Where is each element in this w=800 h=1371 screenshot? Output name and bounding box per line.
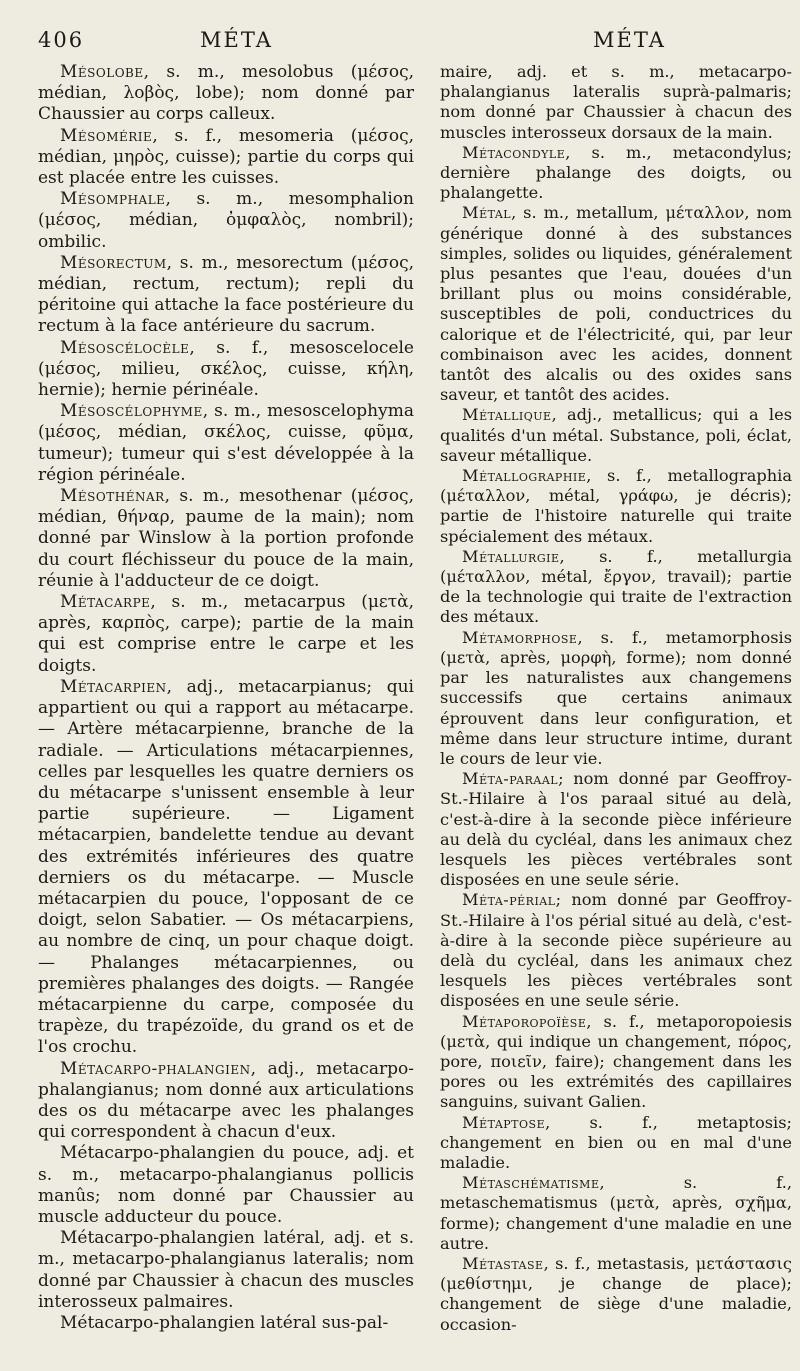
entry-text: , s. m., mesothenar (μέσος, médian, θήναρ, paume de la main); nom donné par Winslow à la portion profonde du court fléchisseur du pouce de la main, réunie à l'adducteur de ce doigt.: [38, 486, 414, 591]
entry: [38, 1143, 414, 1228]
entry-headword: Méta-paraal: [462, 769, 559, 789]
entry: [440, 405, 792, 466]
entry-text: ; nom donné par Geoffroy-St.-Hilaire à l'os périal situé au delà, c'est-à-dire à la seconde pièce supérieure au delà du cycléal, dans les animaux chez lesquels les pièces vertébrales sont disposées en une seule série.: [440, 890, 792, 1011]
entry-text: , s. m., metacarpus (μετὰ, après, καρπὸς, carpe); partie de la main qui est comprise entre le carpe et les doigts.: [38, 592, 414, 676]
entry-text: , adj., metacarpianus; qui appartient ou qui a rapport au métacarpe. — Artère métacarpienne, branche de la radiale. — Articulations métacarpiennes, celles par lesquelles les quatre derniers os du métacarpe s'unissent ensemble à leur partie supérieure. — Ligament métacarpien, bandelette tendue au devant des extrémités inférieures des quatre derniers os du métacarpe. — Muscle métacarpien du pouce, l'opposant de ce doigt, selon Sabatier. — Os métacarpiens, au nombre de cinq, un pour chaque doigt. — Phalanges métacarpiennes, ou premières phalanges des doigts. — Rangée métacarpienne du carpe, composée du trapèze, du trapézoïde, du grand os et de l'os crochu.: [38, 676, 414, 1058]
entry: [440, 1012, 792, 1113]
entry-text: maire, adj. et s. m., metacarpo-phalangianus lateralis suprà-palmaris; nom donné par Chaussier à chacun des muscles interosseux dorsaux de la main.: [440, 62, 792, 142]
entry: [38, 126, 414, 190]
entry-headword: Métal: [462, 203, 512, 223]
entry-headword: Mésorectum: [60, 252, 167, 273]
entry: [38, 338, 414, 402]
entry: [440, 1113, 792, 1174]
entry: [38, 189, 414, 253]
entry-text: , adj., metallicus; qui a les qualités d'un métal. Substance, poli, éclat, saveur métallique.: [440, 405, 792, 465]
entry: [440, 1254, 792, 1335]
entry: [440, 769, 792, 890]
entry-headword: Métaptose: [462, 1112, 546, 1132]
entry: [38, 592, 414, 677]
running-head-right: MÉTA: [593, 28, 666, 52]
entry: [38, 486, 414, 592]
entry-continuation: [440, 62, 792, 143]
entry: [38, 1313, 414, 1334]
entry-text: , s. m., mesoscelophyma (μέσος, médian, σκέλος, cuisse, φῦμα, tumeur); tumeur qui s'est développée à la région périnéale.: [38, 401, 414, 485]
entry-text: , adj., metacarpo-phalangianus; nom donné aux articulations des os du métacarpe avec les phalanges qui correspondent à chacun d'eux.: [38, 1058, 414, 1143]
entry-headword: Métaschématisme: [462, 1173, 600, 1193]
right-column: [440, 62, 792, 1335]
entry-headword: Méta-périal: [462, 890, 556, 910]
entry-headword: Métacondyle: [462, 142, 566, 162]
entry: [38, 62, 414, 126]
entry: [38, 677, 414, 1059]
entry-text: , s. m., metacondylus; dernière phalange des doigts, ou phalangette.: [440, 142, 792, 203]
entry-headword: Métallurgie: [462, 546, 560, 566]
entry-headword: Métallique: [462, 405, 552, 425]
entry-text: , s. f., metaporopoiesis (μετὰ, qui indique un changement, πόρος, pore, ποιεῖν, faire); changement dans les pores ou les extrémités des capillaires sanguins, suivant Galien.: [440, 1011, 792, 1112]
entry-text: , s. m., mesolobus (μέσος, médian, λοβὸς, lobe); nom donné par Chaussier au corps calleux.: [38, 62, 414, 125]
entry-headword: Mésothénar: [60, 486, 165, 507]
entry: [440, 547, 792, 628]
entry: [440, 628, 792, 769]
entry-headword: Mésolobe: [60, 62, 144, 82]
entry-text: , s. m., mesorectum (μέσος, médian, rectum, rectum); repli du péritoine qui attache la face postérieure du rectum à la face antérieure du sacrum.: [38, 252, 414, 337]
entry-headword: Mésomérie: [60, 125, 153, 146]
entry: [38, 1059, 414, 1144]
entry-headword: Métallographie: [462, 466, 587, 486]
entry-text: ; nom donné par Geoffroy-St.-Hilaire à l'os paraal situé au delà, c'est-à-dire à la seconde pièce inférieure au delà du cycléal, dans les animaux chez lesquels les pièces vertébrales sont disposées en une seule série.: [440, 769, 792, 890]
entry-text: , s. f., metastasis, μετάστασις (μεθίστημι, je change de place); changement de siège d'une maladie, occasion-: [440, 1253, 792, 1334]
entry-headword: Métacarpo-phalangien: [60, 1058, 251, 1079]
entry-headword: Métaporopoïèse: [462, 1011, 587, 1031]
entry-headword: Mésoscélophyme: [60, 401, 203, 422]
entry-text: Métacarpo-phalangien latéral, adj. et s. m., metacarpo-phalangianus lateralis; nom donné par Chaussier à chacun des muscles interosseux palmaires.: [38, 1228, 414, 1312]
entry-text: Métacarpo-phalangien latéral sus-pal-: [60, 1312, 389, 1333]
entry-text: , s. f., metaptosis; changement en bien ou en mal d'une maladie.: [440, 1112, 792, 1172]
entry: [440, 466, 792, 547]
entry-headword: Métamorphose: [462, 627, 578, 647]
entry-text: , s. m., metallum, μέταλλον, nom générique donné à des substances simples, solides ou liquides, généralement plus pesantes que l'eau, douées d'un brillant plus ou moins considérable, susceptibles de poli, conductrices du calorique et de l'électricité, qui, par leur combinaison avec les acides, donnent tantôt des alcalis ou des oxides sans saveur, et tantôt des acides.: [440, 203, 792, 405]
entry: [440, 203, 792, 405]
entry-text: , s. f., metallurgia (μέταλλον, métal, ἔργον, travail); partie de la technologie qui traite de l'extraction des métaux.: [440, 546, 792, 627]
entry-text: , s. f., mesoscelocele (μέσος, milieu, σκέλος, cuisse, κήλη, hernie); hernie périnéale.: [38, 337, 414, 401]
entry-headword: Mésomphale: [60, 189, 166, 210]
entry-text: , s. f., metamorphosis (μετὰ, après, μορφὴ, forme); nom donné par les naturalistes aux changemens successifs que certains animaux éprouvent dans leur configuration, et même dans leur structure intime, durant le cours de leur vie.: [440, 627, 792, 768]
entry-text: Métacarpo-phalangien du pouce, adj. et s. m., metacarpo-phalangianus pollicis manûs; nom donné par Chaussier au muscle adducteur du pouce.: [38, 1143, 414, 1227]
entry-headword: Métacarpe: [60, 592, 151, 613]
entry-text: , s. f., mesomeria (μέσος, médian, μηρὸς, cuisse); partie du corps qui est placée entre les cuisses.: [38, 125, 414, 189]
entry: [440, 890, 792, 1011]
entry: [38, 253, 414, 338]
entry-headword: Métastase: [462, 1253, 544, 1273]
page-number: 406: [38, 28, 85, 52]
running-head-left: MÉTA: [200, 28, 273, 52]
entry-text: , s. f., metallographia (μέταλλον, métal, γράφω, je décris); partie de l'histoire naturelle qui traite spécialement des métaux.: [440, 466, 792, 546]
entry-text: , s. f., metaschematismus (μετὰ, après, σχῆμα, forme); changement d'une maladie en une autre.: [440, 1173, 792, 1253]
page-header: [38, 28, 780, 60]
entry-headword: Mésoscélocèle: [60, 337, 190, 358]
entry-text: , s. m., mesomphalion (μέσος, médian, ὀμφαλὸς, nombril); ombilic.: [38, 189, 414, 252]
left-column: [38, 62, 414, 1334]
entry: [440, 1173, 792, 1254]
entry: [38, 1228, 414, 1313]
entry: [38, 401, 414, 486]
entry-headword: Métacarpien: [60, 676, 167, 697]
entry: [440, 143, 792, 204]
